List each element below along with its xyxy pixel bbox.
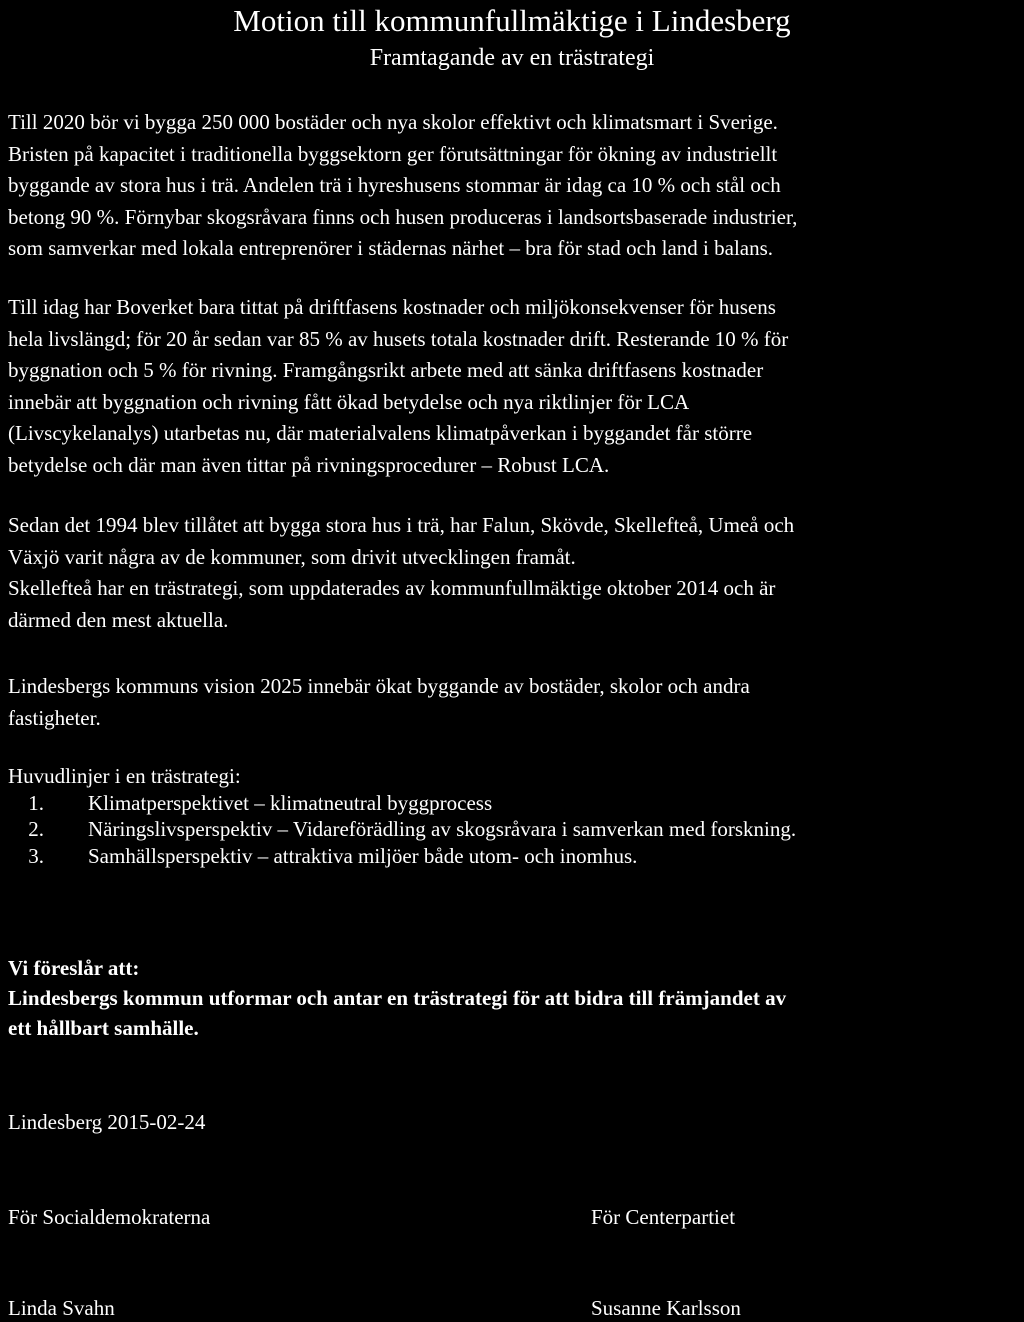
paragraph-vision-2025: [8, 671, 1020, 734]
list-text: Samhällsperspektiv – attraktiva miljöer både utom- och inomhus.: [88, 843, 638, 868]
list-item: [8, 790, 1020, 817]
proposal-section: [8, 953, 1020, 1043]
list-item: [8, 843, 1020, 870]
paragraph-line: Skellefteå har en trästrategi, som uppdaterades av kommunfullmäktige oktober 2014 och är: [8, 576, 776, 600]
paragraph-line: Till idag har Boverket bara tittat på driftfasens kostnader och miljökonsekvenser för husens: [8, 295, 776, 319]
signatory-party-left: För Socialdemokraterna: [8, 1205, 211, 1229]
paragraph-line: (Livscykelanalys) utarbetas nu, där materialvalens klimatpåverkan i byggandet får större: [8, 421, 753, 445]
paragraph-line: innebär att byggnation och rivning fått ökad betydelse och nya riktlinjer för LCA: [8, 389, 690, 414]
list-number: 3.: [28, 843, 44, 868]
list-heading: Huvudlinjer i en trästrategi:: [8, 764, 241, 788]
list-number: 2.: [28, 817, 44, 841]
signatory-party-right: För Centerpartiet: [591, 1205, 736, 1229]
list-text: Näringslivsperspektiv – Vidareförädling av skogsråvara i samverkan med forskning.: [88, 817, 797, 841]
paragraph-line: betong 90 %. Förnybar skogsråvara finns och husen produceras i landsortsbaserade industrier,: [8, 204, 798, 229]
place-date: Lindesberg 2015-02-24: [8, 1110, 206, 1134]
paragraph-line: Till 2020 bör vi bygga 250 000 bostäder och nya skolor effektivt och klimatsmart i Sverige.: [8, 110, 778, 134]
paragraph-line: därmed den mest aktuella.: [8, 607, 229, 632]
paragraph-housing-need: [8, 107, 1020, 265]
paragraph-lca: [8, 292, 1020, 481]
signatory-name-left: Linda Svahn: [8, 1296, 115, 1320]
proposal-line: ett hållbart samhälle.: [8, 1016, 199, 1040]
paragraph-line: betydelse och där man även tittar på rivningsprocedurer – Robust LCA.: [8, 452, 610, 477]
strategy-list: [8, 763, 1020, 869]
paragraph-line: hela livslängd; för 20 år sedan var 85 % av husets totala kostnader drift. Resterande 10 % för: [8, 326, 789, 351]
proposal-line: Lindesbergs kommun utformar och antar en trästrategi för att bidra till främjandet av: [8, 986, 787, 1010]
paragraph-line: som samverkar med lokala entreprenörer i städernas närhet – bra för stad och land i balans.: [8, 236, 774, 260]
document-subtitle: Framtagande av en trästrategi: [369, 45, 655, 71]
paragraph-line: fastigheter.: [8, 705, 101, 730]
document-title: Motion till kommunfullmäktige i Lindesberg: [233, 3, 791, 38]
paragraph-line: Sedan det 1994 blev tillåtet att bygga stora hus i trä, har Falun, Skövde, Skellefteå, Umeå och: [8, 513, 795, 537]
list-item: [8, 816, 1020, 843]
proposal-heading: Vi föreslår att:: [8, 956, 140, 980]
paragraph-line: Växjö varit några av de kommuner, som drivit utvecklingen framåt.: [8, 544, 576, 569]
list-text: Klimatperspektivet – klimatneutral byggprocess: [88, 790, 493, 815]
paragraph-line: byggnation och 5 % för rivning. Framgångsrikt arbete med att sänka driftfasens kostnader: [8, 358, 764, 382]
paragraph-other-municipalities: [8, 510, 1020, 636]
paragraph-line: Lindesbergs kommuns vision 2025 innebär ökat byggande av bostäder, skolor och andra: [8, 674, 750, 698]
signatory-name-right: Susanne Karlsson: [591, 1296, 741, 1320]
list-number: 1.: [28, 790, 44, 815]
paragraph-line: byggande av stora hus i trä. Andelen trä i hyreshusens stommar är idag ca 10 % och stål och: [8, 173, 781, 197]
paragraph-line: Bristen på kapacitet i traditionella byggsektorn ger förutsättningar för ökning av industriellt: [8, 141, 778, 166]
